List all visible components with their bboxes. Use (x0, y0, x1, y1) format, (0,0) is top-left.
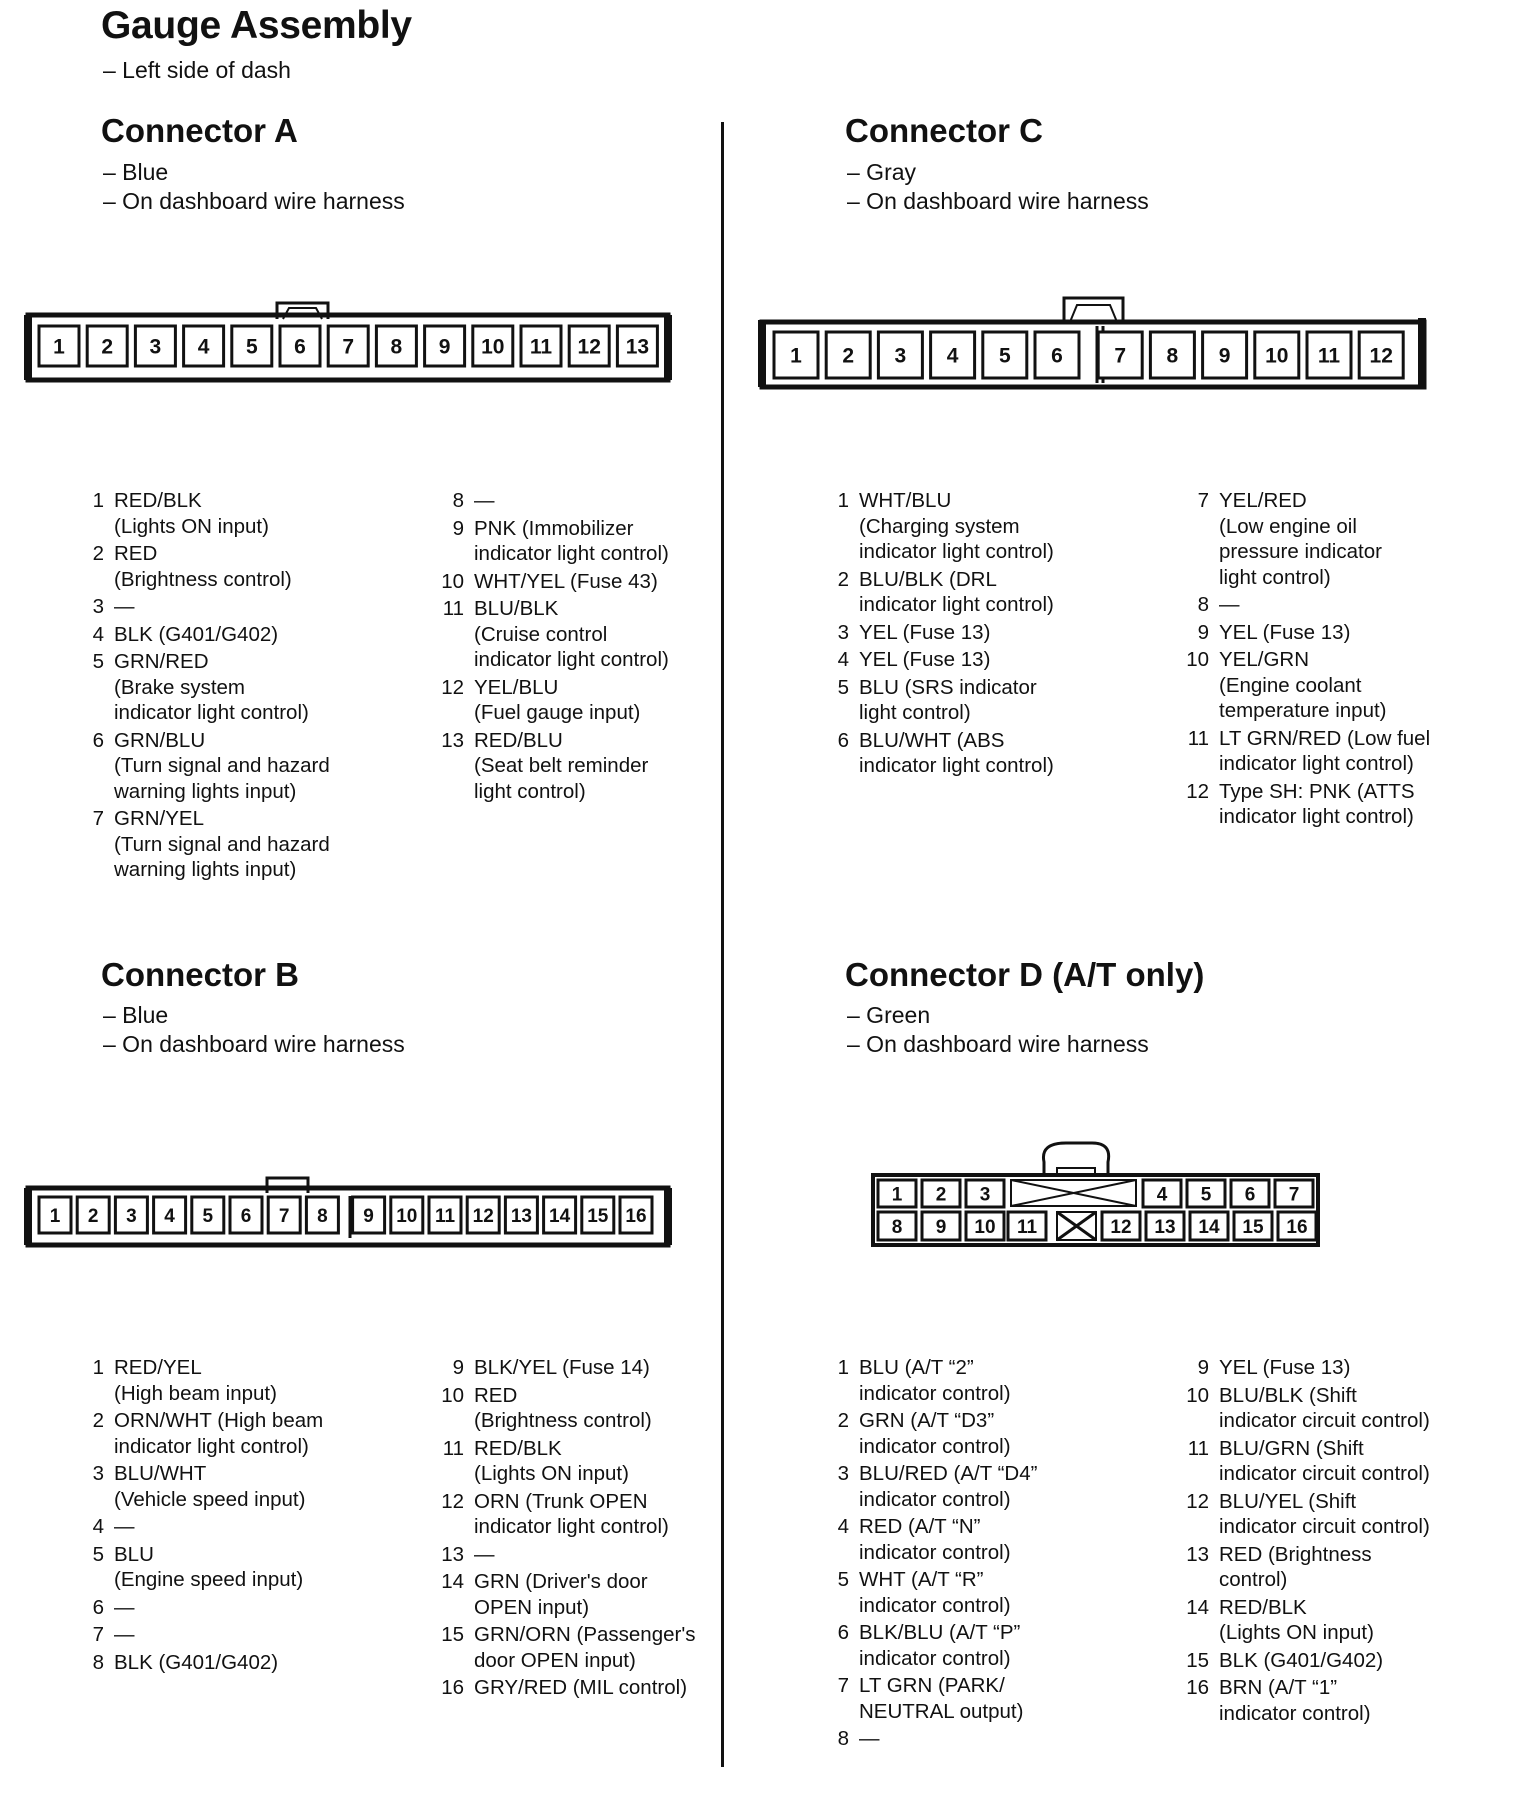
pin-number: 3 (837, 620, 849, 644)
pin-description: BLK (G401/G402) (1219, 1648, 1384, 1672)
pin-number: 6 (837, 728, 849, 752)
pin-description: BLU/WHT (Vehicle speed input) (114, 1462, 306, 1511)
pin-description: GRN (Driver's door OPEN input) (474, 1570, 648, 1619)
pin-number: 14 (1186, 1595, 1209, 1619)
pin-number: 16 (441, 1676, 464, 1699)
pin-row (70, 1408, 323, 1459)
pin-cell-label: 2 (87, 1205, 99, 1227)
pin-cell-label: 1 (49, 1205, 61, 1227)
pin-description: BLK (G401/G402) (114, 622, 279, 646)
connector-c-pinlist-right (1175, 488, 1430, 832)
pin-cell-label: 4 (1156, 1184, 1168, 1206)
pin-row (815, 675, 1054, 726)
pin-row (430, 728, 669, 805)
pin-row (815, 1408, 1037, 1459)
pin-description: PNK (Immobilizer indicator light control) (474, 516, 669, 565)
connector-d-location: – On dashboard wire harness (847, 1031, 1149, 1057)
pin-description: BLU/BLK (Cruise control indicator light control) (474, 597, 669, 671)
pin-cell-label: 14 (549, 1205, 571, 1227)
pin-description: BLK/BLU (A/T “P” indicator control) (859, 1621, 1021, 1670)
pin-description: ORN/WHT (High beam indicator light control) (114, 1409, 324, 1458)
pin-description: BLU/GRN (Shift indicator circuit control) (1219, 1436, 1430, 1485)
pin-cell-label: 10 (974, 1216, 996, 1238)
pin-description: WHT/YEL (Fuse 43) (474, 569, 658, 593)
pin-number: 5 (92, 650, 104, 673)
pin-row (1175, 1542, 1430, 1593)
pin-description: RED (Brightness control) (1219, 1542, 1372, 1591)
connector-a-pinlist-right (430, 488, 669, 806)
pin-cell-label: 12 (577, 335, 601, 359)
connector-c-pinlist-left (815, 488, 1054, 781)
pin-row (815, 1567, 1037, 1618)
pin-number: 3 (92, 1462, 104, 1485)
pin-row (815, 1620, 1037, 1671)
pin-number: 2 (92, 542, 104, 565)
connector-d-title: Connector D (A/T only) (845, 956, 1205, 993)
pin-description: — (114, 1515, 135, 1538)
connector-d-pinlist-left (815, 1355, 1037, 1754)
pin-description: BLK/YEL (Fuse 14) (474, 1356, 650, 1379)
pin-row (70, 1355, 323, 1406)
pin-row (1175, 1489, 1430, 1540)
pin-row (815, 488, 1054, 565)
pin-description: YEL/RED (Low engine oil pressure indicator light control) (1219, 489, 1382, 589)
pin-description: GRN/ORN (Passenger's door OPEN input) (474, 1623, 696, 1672)
pin-cell-label: 5 (1200, 1184, 1212, 1206)
pin-cell-label: 1 (53, 335, 65, 359)
pin-cell-label: 7 (1288, 1184, 1300, 1206)
pin-number: 13 (441, 728, 464, 752)
pin-number: 4 (92, 1515, 104, 1538)
pin-description: — (474, 1542, 495, 1566)
pin-description: WHT (A/T “R” indicator control) (859, 1568, 1011, 1617)
pin-row (1175, 1595, 1430, 1646)
pin-description: YEL/BLU (Fuel gauge input) (474, 675, 641, 724)
pin-cell-label: 4 (946, 344, 959, 368)
pin-row (70, 1542, 323, 1593)
pin-number: 8 (452, 489, 464, 512)
pin-number: 14 (441, 1570, 464, 1593)
pin-row (70, 594, 330, 620)
pin-description: — (114, 1623, 135, 1646)
pin-cell-label: 10 (481, 335, 505, 359)
pin-description: WHT/BLU (Charging system indicator light control) (859, 489, 1054, 563)
pin-number: 10 (441, 1383, 464, 1407)
pin-description: BLU (Engine speed input) (114, 1542, 304, 1591)
pin-cell-label: 9 (935, 1216, 947, 1238)
pin-number: 8 (837, 1727, 849, 1750)
pin-number: 2 (837, 567, 849, 591)
pin-cell-label: 8 (1166, 344, 1179, 368)
pin-row (430, 675, 669, 726)
pin-number: 11 (442, 597, 464, 620)
pin-description: LT GRN/RED (Low fuel indicator light control) (1219, 726, 1431, 775)
pin-row (70, 1650, 323, 1676)
pin-number: 1 (92, 489, 104, 512)
pin-number: 10 (1186, 648, 1209, 671)
pin-description: BLK (G401/G402) (114, 1650, 279, 1674)
pin-number: 1 (92, 1356, 104, 1379)
pin-description: RED/BLK (Lights ON input) (114, 489, 269, 538)
pin-number: 10 (1186, 1383, 1209, 1407)
pin-description: RED/BLU (Seat belt reminder light control) (474, 728, 649, 803)
pin-cell-label: 5 (998, 344, 1011, 368)
pin-row (70, 541, 330, 592)
pin-row (815, 647, 1054, 673)
pin-cell-label: 3 (979, 1184, 991, 1206)
pin-row (70, 806, 330, 883)
pin-row (1175, 1648, 1430, 1674)
pin-cell-label: 6 (240, 1205, 252, 1227)
pin-description: YEL (Fuse 13) (1219, 1356, 1351, 1379)
pin-row (815, 1514, 1037, 1565)
connector-b-pinlist-right (430, 1355, 696, 1703)
pin-description: ORN (Trunk OPEN indicator light control) (474, 1489, 669, 1538)
pin-description: GRN/BLU (Turn signal and hazard warning lights input) (114, 728, 330, 803)
pin-description: — (859, 1727, 880, 1750)
pin-number: 5 (837, 675, 849, 699)
pin-number: 9 (1197, 620, 1209, 644)
pin-cell-label: 12 (1110, 1216, 1132, 1238)
connector-a-color: – Blue (103, 159, 169, 185)
pin-description: Type SH: PNK (ATTS indicator light control) (1219, 779, 1415, 828)
pin-row (430, 1542, 696, 1568)
pin-number: 1 (837, 489, 849, 512)
pin-description: BLU/BLK (DRL indicator light control) (859, 567, 1054, 616)
pin-row (815, 1355, 1037, 1406)
pin-cell-label: 12 (472, 1205, 494, 1227)
pin-row (430, 1675, 696, 1701)
pin-description: — (1219, 593, 1240, 616)
pin-description: — (114, 1595, 135, 1619)
pin-row (815, 1673, 1037, 1724)
pin-cell-label: 1 (891, 1184, 903, 1206)
pin-description: BLU (SRS indicator light control) (859, 675, 1037, 724)
pin-number: 16 (1186, 1676, 1209, 1699)
pin-cell-label: 4 (164, 1205, 175, 1227)
pin-cell-label: 15 (1242, 1216, 1264, 1238)
pin-row (430, 1436, 696, 1487)
pin-number: 6 (837, 1621, 849, 1644)
pin-row (815, 1726, 1037, 1752)
pin-number: 4 (837, 648, 849, 671)
pin-number: 11 (1187, 726, 1209, 750)
pin-number: 11 (442, 1436, 464, 1460)
pin-number: 4 (837, 1515, 849, 1538)
pin-cell-label: 8 (390, 335, 403, 359)
pin-number: 13 (441, 1542, 464, 1566)
pin-cell-label: 7 (342, 335, 355, 359)
pin-row (1175, 1383, 1430, 1434)
pin-description: GRN/RED (Brake system indicator light control) (114, 650, 309, 724)
page-title: Gauge Assembly (101, 4, 412, 47)
pin-row (1175, 1675, 1430, 1726)
pin-cell-label: 6 (1244, 1184, 1256, 1206)
pin-number: 4 (92, 622, 104, 646)
pin-number: 9 (452, 516, 464, 540)
pin-number: 8 (92, 1650, 104, 1674)
pin-number: 2 (837, 1409, 849, 1432)
pin-number: 5 (92, 1542, 104, 1566)
pin-row (70, 728, 330, 805)
pin-cell-label: 15 (587, 1205, 609, 1227)
pin-row (70, 488, 330, 539)
pin-description: BRN (A/T “1” indicator control) (1219, 1676, 1371, 1725)
pin-description: BLU/WHT (ABS indicator light control) (859, 728, 1054, 777)
pin-cell-label: 4 (197, 335, 210, 359)
pin-number: 10 (441, 569, 464, 593)
pin-cell-label: 9 (1218, 344, 1231, 368)
pin-description: BLU/RED (A/T “D4” indicator control) (859, 1462, 1038, 1511)
pin-cell-label: 5 (202, 1205, 214, 1227)
pin-row (815, 728, 1054, 779)
pin-cell-label: 12 (1369, 344, 1393, 368)
pin-row (430, 488, 669, 514)
pin-number: 8 (1197, 593, 1209, 616)
pin-cell-label: 13 (510, 1205, 532, 1227)
pin-row (815, 567, 1054, 618)
pin-row (815, 620, 1054, 646)
pin-cell-label: 3 (149, 335, 162, 359)
pin-description: GRN/YEL (Turn signal and hazard warning lights input) (114, 807, 330, 881)
connector-d-pinlist-right (1175, 1355, 1430, 1728)
pin-description: GRN (A/T “D3” indicator control) (859, 1409, 1011, 1458)
pin-row (430, 516, 669, 567)
pin-cell-label: 8 (317, 1205, 328, 1227)
pin-number: 7 (92, 807, 104, 830)
pin-number: 7 (92, 1623, 104, 1646)
page-subtitle: – Left side of dash (103, 57, 291, 83)
pin-cell-label: 16 (1286, 1216, 1308, 1238)
pin-number: 9 (1197, 1356, 1209, 1379)
pin-description: RED (A/T “N” indicator control) (859, 1515, 1011, 1564)
pin-description: YEL (Fuse 13) (859, 648, 991, 671)
pin-cell-label: 6 (1051, 344, 1063, 368)
pin-description: RED/BLK (Lights ON input) (1219, 1595, 1374, 1644)
pin-cell-label: 5 (245, 335, 258, 359)
pin-cell-label: 7 (278, 1205, 290, 1227)
pin-description: YEL (Fuse 13) (1219, 620, 1351, 644)
pin-number: 12 (1186, 779, 1209, 803)
pin-row (430, 1489, 696, 1540)
pin-row (815, 1461, 1037, 1512)
pin-cell-label: 16 (625, 1205, 647, 1227)
pin-row (1175, 1355, 1430, 1381)
pin-row (430, 1622, 696, 1673)
pin-row (430, 1355, 696, 1381)
pin-row (70, 1514, 323, 1540)
pin-row (430, 1569, 696, 1620)
pin-cell-label: 2 (101, 335, 114, 359)
pin-cell-label: 3 (126, 1205, 137, 1227)
pin-number: 12 (1186, 1489, 1209, 1513)
pin-description: BLU/BLK (Shift indicator circuit control) (1219, 1383, 1430, 1432)
pin-description: RED (Brightness control) (474, 1383, 652, 1432)
pin-number: 6 (92, 1595, 104, 1619)
pin-number: 12 (441, 1489, 464, 1513)
connector-b-color: – Blue (103, 1002, 169, 1028)
pin-number: 7 (1197, 489, 1209, 512)
pin-row (70, 1595, 323, 1621)
pin-description: RED/BLK (Lights ON input) (474, 1436, 629, 1485)
pin-cell-label: 10 (396, 1205, 418, 1227)
pin-number: 7 (837, 1674, 849, 1697)
pin-description: GRY/RED (MIL control) (474, 1676, 688, 1699)
connector-a-title: Connector A (101, 112, 298, 149)
pin-row (1175, 620, 1430, 646)
pin-number: 13 (1186, 1542, 1209, 1566)
connector-c-lock-tab (1064, 298, 1123, 322)
pin-number: 11 (1187, 1436, 1209, 1460)
pin-number: 3 (92, 595, 104, 618)
pin-cell-label: 13 (625, 335, 650, 359)
pin-description: — (114, 595, 135, 618)
pin-cell-label: 11 (1317, 344, 1341, 368)
connector-b-pinlist-left (70, 1355, 323, 1677)
pin-cell-label: 13 (1154, 1216, 1176, 1238)
connector-c-title: Connector C (845, 112, 1043, 149)
pin-row (70, 1622, 323, 1648)
pin-cell-label: 2 (935, 1184, 947, 1206)
pin-row (70, 649, 330, 726)
pin-cell-label: 6 (294, 335, 306, 359)
pin-description: LT GRN (PARK/ NEUTRAL output) (859, 1674, 1024, 1723)
pin-cell-label: 14 (1198, 1216, 1220, 1238)
pin-description: BLU/YEL (Shift indicator circuit control) (1219, 1489, 1430, 1538)
pin-row (1175, 592, 1430, 618)
pin-number: 5 (837, 1568, 849, 1591)
pin-cell-label: 11 (529, 335, 553, 359)
pin-number: 15 (1186, 1648, 1209, 1672)
pin-description: YEL (Fuse 13) (859, 620, 991, 644)
pin-description: RED (Brightness control) (114, 542, 292, 591)
pin-cell-label: 8 (891, 1216, 903, 1238)
pin-row (1175, 488, 1430, 590)
pin-number: 9 (452, 1356, 464, 1379)
connector-c-location: – On dashboard wire harness (847, 188, 1149, 214)
connector-d-color: – Green (847, 1002, 931, 1028)
connector-c-color: – Gray (847, 159, 917, 185)
pin-cell-label: 2 (842, 344, 855, 368)
pin-number: 3 (837, 1462, 849, 1485)
connector-a-pinlist-left (70, 488, 330, 885)
pin-row (430, 569, 669, 595)
pin-row (1175, 647, 1430, 724)
pin-cell-label: 3 (894, 344, 907, 368)
pin-row (1175, 726, 1430, 777)
pin-cell-label: 10 (1265, 344, 1289, 368)
connector-d-lock-tab (1043, 1143, 1108, 1175)
pin-cell-label: 11 (1016, 1216, 1038, 1238)
pin-number: 1 (837, 1356, 849, 1379)
pin-row (1175, 779, 1430, 830)
pin-row (70, 1461, 323, 1512)
connector-b-title: Connector B (101, 956, 299, 993)
pin-number: 6 (92, 728, 104, 752)
connector-a-location: – On dashboard wire harness (103, 188, 405, 214)
pin-cell-label: 7 (1114, 344, 1127, 368)
pin-number: 12 (441, 675, 464, 699)
pin-row (430, 596, 669, 673)
pin-row (1175, 1436, 1430, 1487)
pin-cell-label: 9 (438, 335, 451, 359)
pin-description: RED/YEL (High beam input) (114, 1356, 277, 1405)
pin-row (430, 1383, 696, 1434)
pin-description: YEL/GRN (Engine coolant temperature input) (1219, 648, 1387, 722)
pin-number: 2 (92, 1409, 104, 1432)
pin-row (70, 622, 330, 648)
pin-cell-label: 11 (434, 1205, 456, 1227)
pin-description: — (474, 489, 495, 512)
pin-cell-label: 9 (363, 1205, 374, 1227)
pin-cell-label: 1 (790, 344, 802, 368)
pin-number: 15 (441, 1623, 464, 1646)
connector-b-location: – On dashboard wire harness (103, 1031, 405, 1057)
pin-description: BLU (A/T “2” indicator control) (859, 1356, 1011, 1405)
